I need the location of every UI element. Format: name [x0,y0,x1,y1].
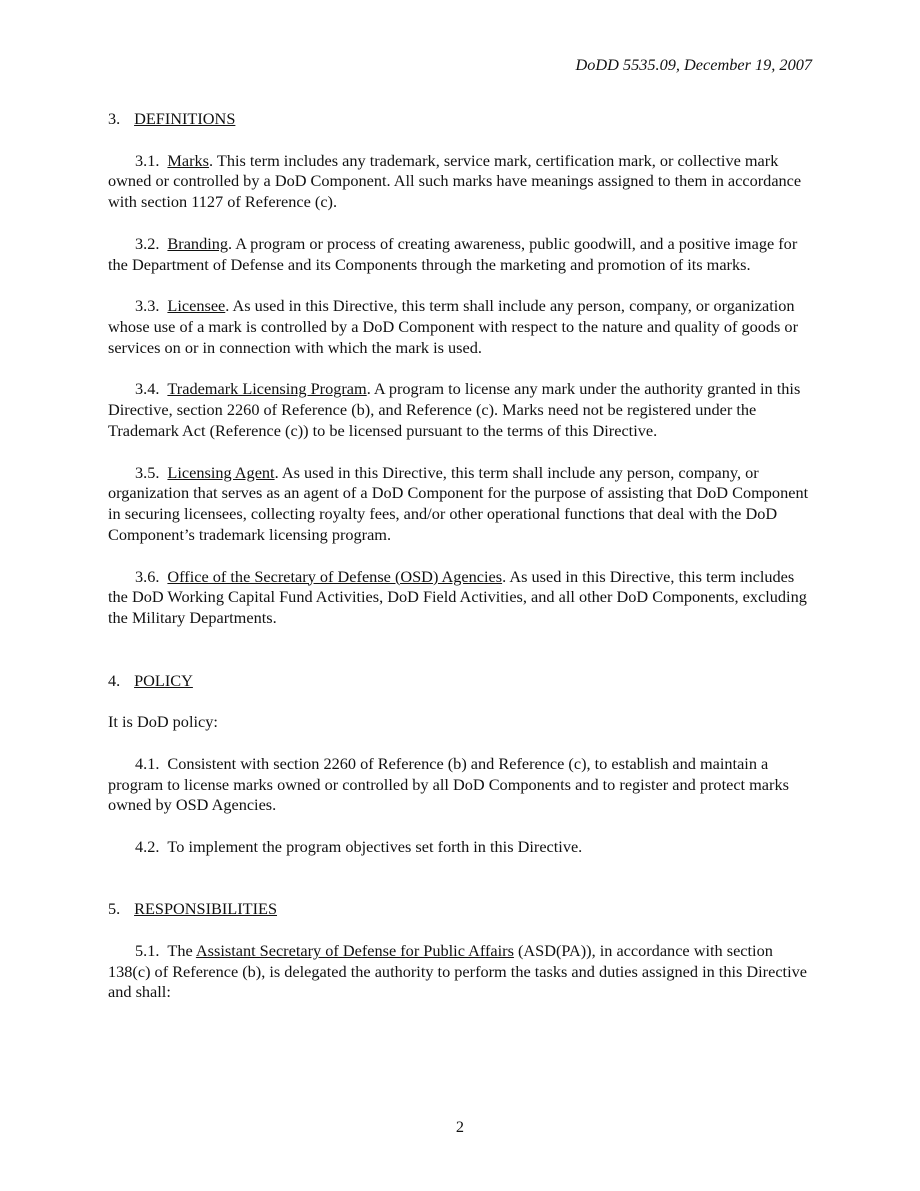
page-number: 2 [455,1117,465,1136]
paragraph-text: . This term includes any trademark, service mark, certification mark, or collective mark owned or controlled by a DoD Component. All such marks have meanings assigned to them in accordance with section 1127 of Reference (c). [108,150,802,212]
paragraph-text: To implement the program objectives set forth in this Directive. [167,836,583,856]
document-header: DoDD 5535.09, December 19, 2007 [575,55,812,74]
paragraph-number: 3.6. [135,566,160,586]
responsibility-paragraph-5-1 [108,941,816,1003]
paragraph-number: 3.4. [135,379,160,399]
paragraph-text: . As used in this Directive, this term shall include any person, company, or organization that serves as an agent of a DoD Component for the purpose of assisting that DoD Component in securing licensees, collecting royalty fees, and/or other operational functions that deal with the DoD Component’s trademark licensing program. [108,462,809,544]
section-number: 5. [108,899,121,919]
defined-term: Marks [167,150,210,170]
paragraph-number: 3.1. [135,150,160,170]
section-number: 3. [108,109,121,128]
section-number: 4. [108,670,121,690]
section-spacer [108,878,816,899]
section-heading-definitions [108,109,816,130]
definition-paragraph-3-3 [108,296,816,358]
paragraph-number: 5.1. [135,940,160,960]
paragraph-text: . As used in this Directive, this term shall include any person, company, or organization whose use of a mark is controlled by a DoD Component with respect to the nature and quality of goods or services on or in connection with which the mark is used. [108,296,798,357]
policy-intro: It is DoD policy: [108,712,218,732]
section-title: DEFINITIONS [134,109,236,128]
defined-term: Branding [167,233,229,253]
defined-term: Licensee [167,296,226,316]
definition-paragraph-3-6 [108,567,816,629]
paragraph-number: 3.2. [135,233,160,253]
section-title: RESPONSIBILITIES [134,899,278,919]
policy-paragraph-4-2 [108,837,816,858]
paragraph-text: . A program to license any mark under the authority granted in this Directive, section 2260 of Reference (b), and Reference (c). Marks need not be registered under the Trademark Act (Reference (c)) to be licensed pursuant to the terms of this Directive. [108,379,801,440]
policy-paragraph-4-1 [108,754,816,816]
definition-paragraph-3-5 [108,463,816,546]
definition-paragraph-3-1 [108,151,816,213]
asd-pa-reference: Assistant Secretary of Defense for Public Affairs [195,940,514,960]
section-heading-responsibilities [108,899,816,920]
paragraph-text: Consistent with section 2260 of Reference (b) and Reference (c), to establish and maintain a program to license marks owned or controlled by all DoD Components and to register and protect marks owned by OSD Agencies. [108,753,789,815]
paragraph-text: . As used in this Directive, this term includes the DoD Working Capital Fund Activities, DoD Field Activities, and all other DoD Components, excluding the Military Departments. [108,566,807,628]
document-body [108,109,816,1024]
section-heading-policy [108,671,816,692]
paragraph-number: 4.1. [135,753,160,773]
paragraph-number: 3.3. [135,296,160,316]
section-spacer [108,650,816,671]
defined-term: Licensing Agent [167,462,275,482]
section-title: POLICY [134,670,193,690]
paragraph-text-pre: The [167,940,196,960]
paragraph-number: 4.2. [135,836,160,856]
defined-term: Trademark Licensing Program [167,379,367,399]
definition-paragraph-3-4 [108,379,816,441]
paragraph-text: . A program or process of creating awareness, public goodwill, and a positive image for the Department of Defense and its Components through the marketing and promotion of its marks. [108,233,798,274]
defined-term: Office of the Secretary of Defense (OSD) Agencies [167,566,503,586]
definition-paragraph-3-2 [108,234,816,276]
paragraph-text-post: (ASD(PA)), in accordance with section 138(c) of Reference (b), is delegated the authority to perform the tasks and duties assigned in this Directive and shall: [108,940,807,1002]
paragraph-number: 3.5. [135,462,160,482]
